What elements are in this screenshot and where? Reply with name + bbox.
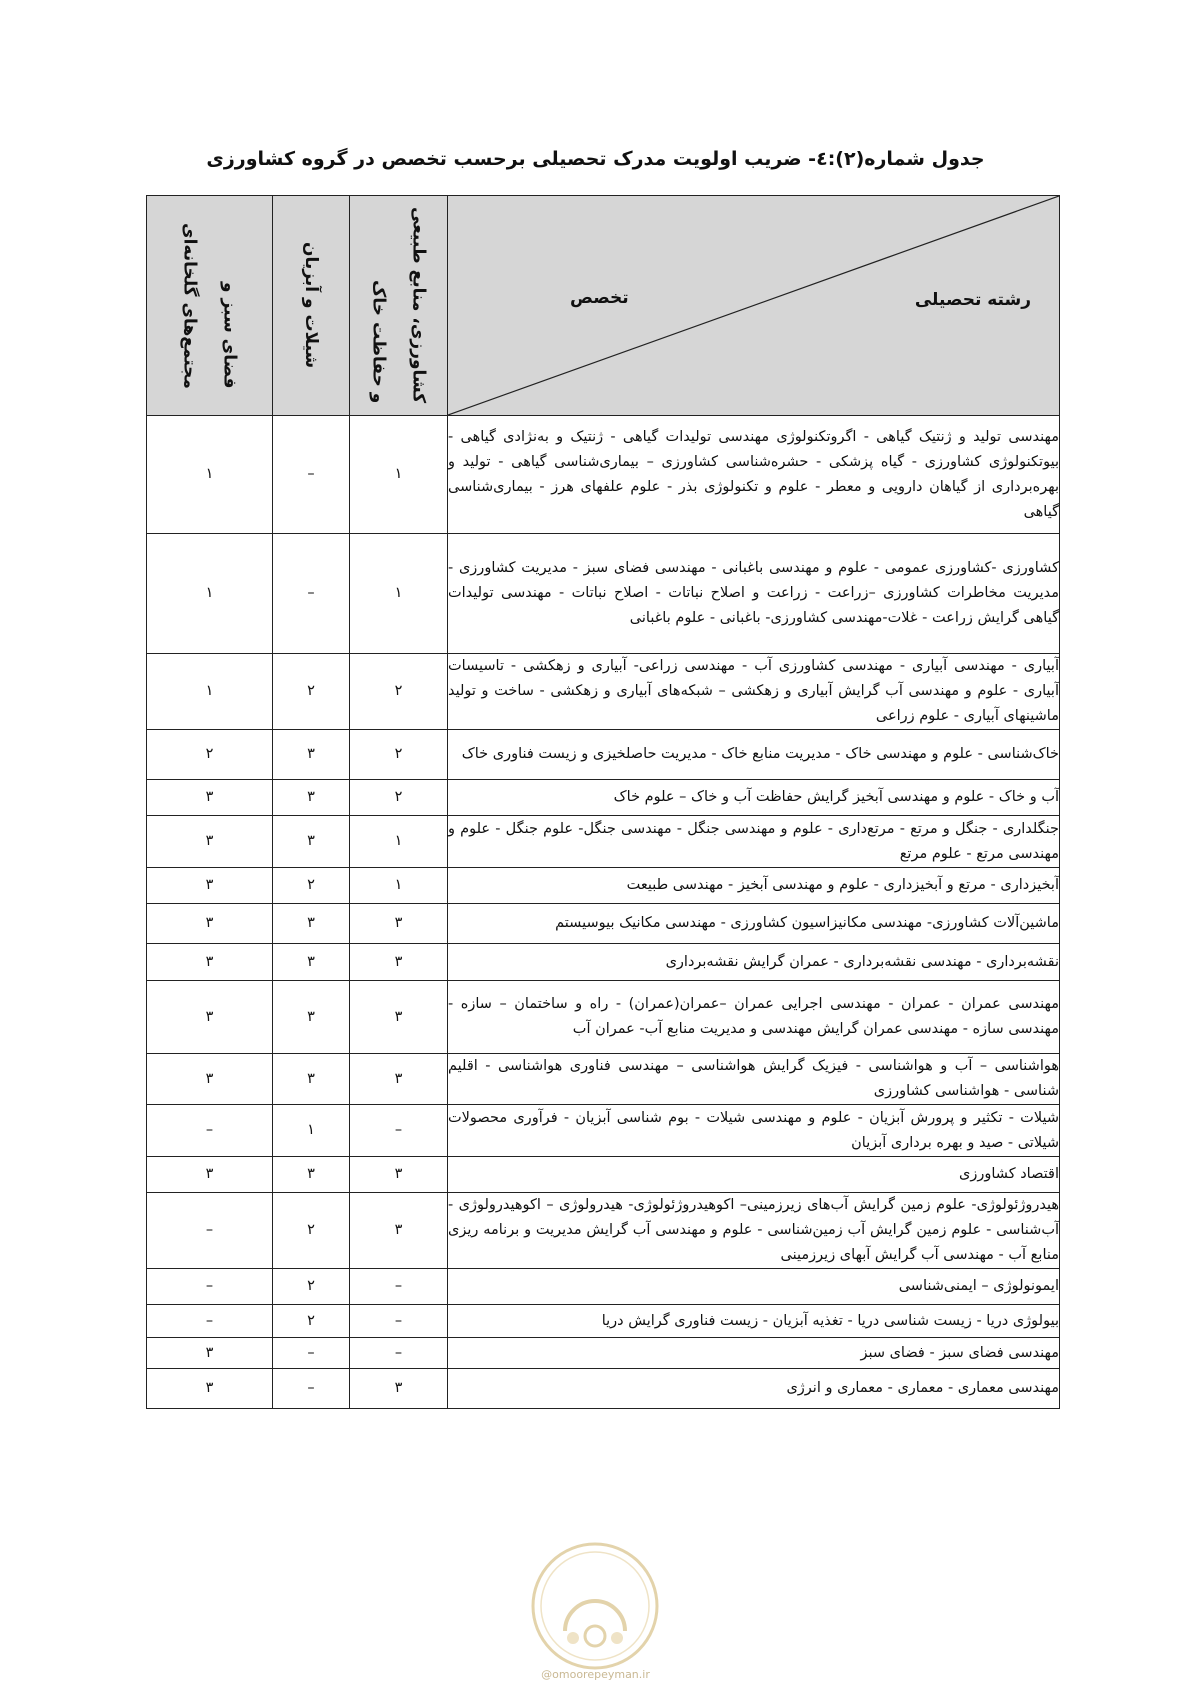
- coef-greenspace-cell: ۳: [147, 981, 273, 1054]
- table-row: [147, 944, 1060, 981]
- specialty-cell: نقشه‌برداری - مهندسی نقشه‌برداری - عمران گرایش نقشه‌برداری: [448, 944, 1060, 981]
- header-col-agriculture: [350, 196, 448, 416]
- header-specialty-label: تخصص: [570, 288, 629, 308]
- coef-fisheries-cell: –: [273, 534, 350, 654]
- coef-greenspace-cell: ۲: [147, 730, 273, 780]
- coef-greenspace-cell: –: [147, 1269, 273, 1305]
- coef-fisheries-cell: ۲: [273, 1269, 350, 1305]
- coef-agriculture-cell: ۱: [350, 868, 448, 904]
- specialty-cell: کشاورزی -کشاورزی عمومی - علوم و مهندسی باغبانی - مهندسی فضای سبز - مدیریت کشاورزی - مدیریت مخاطرات کشاورزی –زراعت - زراعت و اصلاح نباتات - اصلاح نباتات - مهندسی تولیدات گیاهی گرایش زراعت - غلات-مهندسی کشاورزی- باغبانی - علوم باغبانی: [448, 534, 1060, 654]
- coef-agriculture-cell: –: [350, 1105, 448, 1157]
- coef-agriculture-cell: ۱: [350, 534, 448, 654]
- coef-greenspace-cell: ۳: [147, 816, 273, 868]
- table-row: [147, 780, 1060, 816]
- table-row: [147, 904, 1060, 944]
- coef-greenspace-cell: ۳: [147, 1054, 273, 1105]
- specialty-cell: بیولوژی دریا - زیست شناسی دریا - تغذیه آبزیان - زیست فناوری گرایش دریا: [448, 1305, 1060, 1338]
- coef-agriculture-cell: ۳: [350, 1157, 448, 1193]
- coef-fisheries-cell: ۳: [273, 904, 350, 944]
- coef-agriculture-cell: ۲: [350, 654, 448, 730]
- table-row: [147, 730, 1060, 780]
- table-row: [147, 1369, 1060, 1409]
- coef-fisheries-cell: ۱: [273, 1105, 350, 1157]
- coef-fisheries-cell: ۳: [273, 1157, 350, 1193]
- coef-greenspace-cell: ۳: [147, 1369, 273, 1409]
- table-row: [147, 1105, 1060, 1157]
- header-field-label: رشته تحصیلی: [914, 290, 1031, 310]
- coef-greenspace-cell: ۳: [147, 1338, 273, 1369]
- specialty-cell: مهندسی معماری - معماری - معماری و انرژی: [448, 1369, 1060, 1409]
- specialty-cell: مهندسی فضای سبز - فضای سبز: [448, 1338, 1060, 1369]
- header-col-agriculture-line2: و حفاظت خاک: [368, 280, 389, 404]
- table-row: [147, 534, 1060, 654]
- coef-fisheries-cell: ۳: [273, 730, 350, 780]
- specialty-cell: جنگلداری - جنگل و مرتع - مرتع‌داری - علوم و مهندسی جنگل - مهندسی جنگل- علوم جنگل - علوم و مهندسی مرتع - علوم مرتع: [448, 816, 1060, 868]
- coef-greenspace-cell: ۱: [147, 654, 273, 730]
- table-row: [147, 1269, 1060, 1305]
- table-row: [147, 654, 1060, 730]
- coef-fisheries-cell: ۳: [273, 816, 350, 868]
- coef-fisheries-cell: ۲: [273, 868, 350, 904]
- specialty-cell: ماشین‌آلات کشاورزی- مهندسی مکانیزاسیون کشاورزی - مهندسی مکانیک بیوسیستم: [448, 904, 1060, 944]
- watermark-logo: [525, 1536, 665, 1676]
- coef-fisheries-cell: ۳: [273, 981, 350, 1054]
- specialty-cell: مهندسی تولید و ژنتیک گیاهی - اگروتکنولوژی مهندسی تولیدات گیاهی - ژنتیک و به‌نژادی گیاهی - بیوتکنولوژی کشاورزی - گیاه پزشکی - حشره‌شناسی کشاورزی – بیماری‌شناسی گیاهی - تولید و بهره‌برداری از گیاهان دارویی و معطر - علوم و تکنولوژی بذر - علوم علفهای هرز - بیماری‌شناسی گیاهی: [448, 416, 1060, 534]
- coef-greenspace-cell: ۳: [147, 868, 273, 904]
- coef-agriculture-cell: ۳: [350, 944, 448, 981]
- coef-fisheries-cell: –: [273, 1338, 350, 1369]
- coef-greenspace-cell: ۳: [147, 944, 273, 981]
- coef-fisheries-cell: ۲: [273, 1305, 350, 1338]
- coef-agriculture-cell: ۳: [350, 904, 448, 944]
- coef-greenspace-cell: ۱: [147, 416, 273, 534]
- coef-greenspace-cell: ۱: [147, 534, 273, 654]
- header-col-greenspace-line2: مجتمع‌های گلخانه‌ای: [179, 222, 200, 389]
- table-row: [147, 1157, 1060, 1193]
- header-col-agriculture-line1: کشاورزی، منابع طبیعی: [408, 207, 429, 404]
- coef-fisheries-cell: ۳: [273, 780, 350, 816]
- coef-agriculture-cell: –: [350, 1305, 448, 1338]
- coef-agriculture-cell: –: [350, 1269, 448, 1305]
- coef-fisheries-cell: ۲: [273, 654, 350, 730]
- coef-fisheries-cell: –: [273, 1369, 350, 1409]
- coef-agriculture-cell: ۱: [350, 416, 448, 534]
- specialty-cell: اقتصاد کشاورزی: [448, 1157, 1060, 1193]
- specialty-cell: شیلات - تکثیر و پرورش آبزیان - علوم و مهندسی شیلات - بوم شناسی آبزیان - فرآوری محصولات شیلاتی - صید و بهره برداری آبزیان: [448, 1105, 1060, 1157]
- coef-agriculture-cell: ۲: [350, 730, 448, 780]
- priority-table: [146, 195, 1060, 1409]
- table-row: [147, 1305, 1060, 1338]
- coef-fisheries-cell: ۳: [273, 944, 350, 981]
- table-row: [147, 416, 1060, 534]
- coef-fisheries-cell: ۳: [273, 1054, 350, 1105]
- specialty-cell: هواشناسی – آب و هواشناسی - فیزیک گرایش هواشناسی – مهندسی فناوری هواشناسی - اقلیم شناسی - هواشناسی کشاورزی: [448, 1054, 1060, 1105]
- table-row: [147, 1193, 1060, 1269]
- specialty-cell: خاک‌شناسی - علوم و مهندسی خاک - مدیریت منابع خاک - مدیریت حاصلخیزی و زیست فناوری خاک: [448, 730, 1060, 780]
- watermark-handle: @omoorepeyman.ir: [541, 1668, 650, 1681]
- coef-greenspace-cell: ۳: [147, 780, 273, 816]
- coef-agriculture-cell: ۳: [350, 981, 448, 1054]
- header-col-greenspace: [147, 196, 273, 416]
- coef-greenspace-cell: –: [147, 1193, 273, 1269]
- specialty-cell: آبیاری - مهندسی آبیاری - مهندسی کشاورزی آب - مهندسی زراعی- آبیاری و زهکشی - تاسیسات آبیاری - علوم و مهندسی آب گرایش آبیاری و زهکشی – شبکه‌های آبیاری و زهکشی - ساخت و تولید ماشینهای آبیاری - علوم زراعی: [448, 654, 1060, 730]
- specialty-cell: مهندسی عمران - عمران - مهندسی اجرایی عمران –عمران(عمران) - راه و ساختمان – سازه - مهندسی سازه - مهندسی عمران گرایش مهندسی و مدیریت منابع آب- عمران آب: [448, 981, 1060, 1054]
- coef-greenspace-cell: –: [147, 1305, 273, 1338]
- header-col-greenspace-line1: فضای سبز و: [219, 282, 240, 389]
- coef-greenspace-cell: ۳: [147, 904, 273, 944]
- header-diagonal-cell: [448, 196, 1060, 416]
- specialty-cell: هیدروژئولوژی- علوم زمین گرایش آب‌های زیرزمینی– اکوهیدروژئولوژی- هیدرولوژی – اکوهیدرولوژی - آب‌شناسی - علوم زمین گرایش آب زمین‌شناسی - علوم و مهندسی آب گرایش مدیریت و برنامه ریزی منابع آب - مهندسی آب گرایش آبهای زیرزمینی: [448, 1193, 1060, 1269]
- coef-agriculture-cell: ۳: [350, 1193, 448, 1269]
- coef-greenspace-cell: –: [147, 1105, 273, 1157]
- coef-agriculture-cell: ۱: [350, 816, 448, 868]
- coef-fisheries-cell: ۲: [273, 1193, 350, 1269]
- coef-agriculture-cell: ۳: [350, 1369, 448, 1409]
- table-header-row: [147, 196, 1060, 416]
- coef-agriculture-cell: –: [350, 1338, 448, 1369]
- specialty-cell: آب و خاک - علوم و مهندسی آبخیز گرایش حفاظت آب و خاک – علوم خاک: [448, 780, 1060, 816]
- header-col-fisheries: [273, 196, 350, 416]
- table-row: [147, 981, 1060, 1054]
- table-row: [147, 868, 1060, 904]
- coef-agriculture-cell: ۲: [350, 780, 448, 816]
- header-col-fisheries-label: شیلات و آبزیان: [301, 242, 321, 369]
- coef-greenspace-cell: ۳: [147, 1157, 273, 1193]
- coef-agriculture-cell: ۳: [350, 1054, 448, 1105]
- table-row: [147, 1338, 1060, 1369]
- table-title: جدول شماره(۲):٤- ضریب اولویت مدرک تحصیلی برحسب تخصص در گروه کشاورزی: [206, 148, 985, 170]
- table-row: [147, 1054, 1060, 1105]
- specialty-cell: آبخیزداری - مرتع و آبخیزداری - علوم و مهندسی آبخیز - مهندسی طبیعت: [448, 868, 1060, 904]
- specialty-cell: ایمونولوژی – ایمنی‌شناسی: [448, 1269, 1060, 1305]
- table-row: [147, 816, 1060, 868]
- coef-fisheries-cell: –: [273, 416, 350, 534]
